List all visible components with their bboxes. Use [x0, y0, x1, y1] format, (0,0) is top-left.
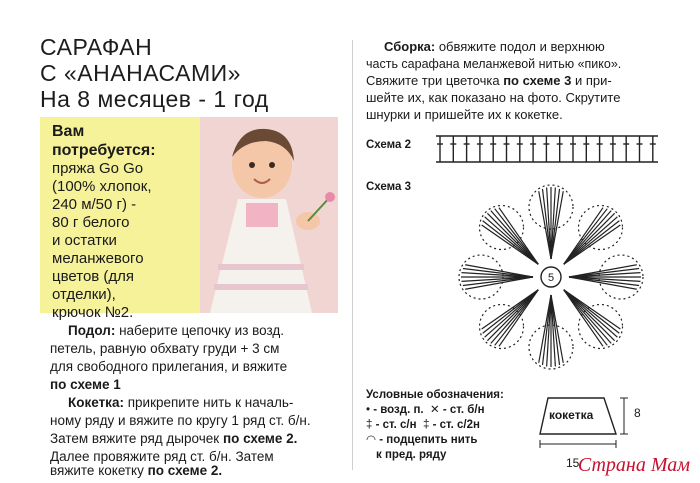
baby-photo [200, 117, 338, 313]
petal-stitch [551, 189, 560, 259]
legend-row-1: • - возд. п. ✕ - ст. б/н [366, 404, 485, 416]
schema-2-label: Схема 2 [366, 139, 412, 151]
petal-stitch [482, 290, 539, 329]
baby-illustration [200, 117, 338, 313]
petal-stitch [495, 209, 539, 265]
materials-line: отделки), [52, 286, 116, 303]
petal-stitch [485, 290, 539, 337]
title-line-2: С «АНАНАСАМИ» [40, 60, 241, 86]
article-title [40, 34, 269, 112]
materials-list [52, 122, 156, 322]
sborka-line-2: часть сарафана меланжевой нитью «пико». [366, 57, 622, 71]
petal-stitch [491, 290, 538, 344]
site-watermark: Страна Мам [577, 454, 690, 476]
podol-line-2: петель, равную обхвату груди + 3 см [50, 341, 280, 356]
petal-stitch [487, 290, 538, 341]
sborka-label: Сборка: [384, 39, 436, 54]
materials-line: и остатки [52, 232, 117, 249]
title-line-3: На 8 месяцев - 1 год [40, 86, 269, 112]
koketka-pattern-height: 8 [634, 406, 641, 420]
petal-stitch [487, 213, 538, 264]
petal-stitch [485, 217, 539, 264]
materials-line: цветов (для [52, 268, 135, 285]
materials-line: 80 г белого [52, 214, 130, 231]
podol-label: Подол: [68, 323, 116, 338]
petal-stitch [551, 295, 560, 365]
koketka-line-2: ному ряду и вяжите по кругу 1 ряд ст. б/н. [50, 413, 311, 428]
materials-line: меланжевого [52, 250, 144, 267]
treble-crochet-icon: ‡ [419, 419, 430, 431]
petal-stitch [483, 221, 539, 265]
materials-heading-2: потребуется: [52, 142, 156, 159]
petal-stitch [564, 211, 611, 265]
legend-row-3: ◠ - подцепить нить [366, 434, 478, 446]
petal-stitch [542, 295, 551, 365]
petal-stitch [463, 268, 533, 277]
sborka-line-5: шнурки и пришейте их к кокетке. [366, 107, 563, 122]
materials-line: (100% хлопок, [52, 178, 152, 195]
koketka-line-1: Кокетка: прикрепите нить к началь- [68, 395, 294, 410]
petal-stitch [564, 221, 620, 265]
koketka-line-3: Затем вяжите ряд дырочек по схеме 2. [50, 431, 298, 446]
petal-stitch [564, 225, 621, 264]
petal-stitch [564, 213, 615, 264]
schema-2-diagram [432, 132, 662, 166]
petal-stitch [564, 217, 618, 264]
koketka-line-4: Далее провяжите ряд ст. б/н. Затем [50, 449, 274, 464]
schema-3-center-number: 5 [547, 272, 555, 284]
column-divider [352, 40, 353, 470]
petal-stitch [569, 277, 639, 286]
petal-stitch [495, 290, 539, 346]
hook-thread-icon: ◠ [366, 434, 377, 446]
legend-row-2: ‡ - ст. с/н ‡ - ст. с/2н [366, 419, 480, 431]
petal-stitch [499, 208, 538, 265]
podol-line-1: Подол: наберите цепочку из возд. [68, 323, 285, 338]
sborka-line-1: Сборка: обвяжите подол и верхнюю [384, 39, 605, 54]
materials-line: пряжа Go Go [52, 160, 144, 177]
sborka-line-4: шейте их, как показано на фото. Скрутите [366, 90, 621, 105]
petal-stitch [569, 268, 639, 277]
materials-heading-1: Вам [52, 123, 85, 140]
materials-line: 240 м/50 г) - [52, 196, 137, 213]
petal-stitch [564, 290, 603, 347]
sborka-line-3: Свяжите три цветочка по схеме 3 и при- [366, 73, 612, 88]
chain-stitch-icon: • [366, 404, 371, 416]
legend-title: Условные обозначения: [366, 389, 504, 401]
schema-3-label: Схема 3 [366, 181, 412, 193]
schema-3-diagram [444, 170, 658, 384]
koketka-label: Кокетка: [68, 395, 124, 410]
petal-stitch [463, 277, 533, 286]
podol-line-3: для свободного прилегания, и вяжите [50, 359, 288, 374]
koketka-line-5: вяжите кокетку по схеме 2. [50, 463, 223, 478]
double-crochet-icon: ‡ [366, 419, 373, 431]
koketka-pattern-width: 15 [566, 456, 580, 470]
single-crochet-icon: ✕ [426, 404, 440, 416]
petal-stitch [564, 290, 620, 334]
materials-line: крючок №2. [52, 304, 134, 321]
petal-stitch [564, 290, 611, 344]
petal-stitch [483, 290, 539, 334]
petal-stitch [542, 189, 551, 259]
title-line-1: САРАФАН [40, 34, 153, 60]
petal-stitch [564, 290, 615, 341]
legend-row-4: к пред. ряду [376, 449, 447, 461]
koketka-pattern-label: кокетка [549, 408, 594, 422]
petal-stitch [491, 211, 538, 265]
petal-stitch [564, 290, 618, 337]
podol-line-4: по схеме 1 [50, 377, 121, 392]
